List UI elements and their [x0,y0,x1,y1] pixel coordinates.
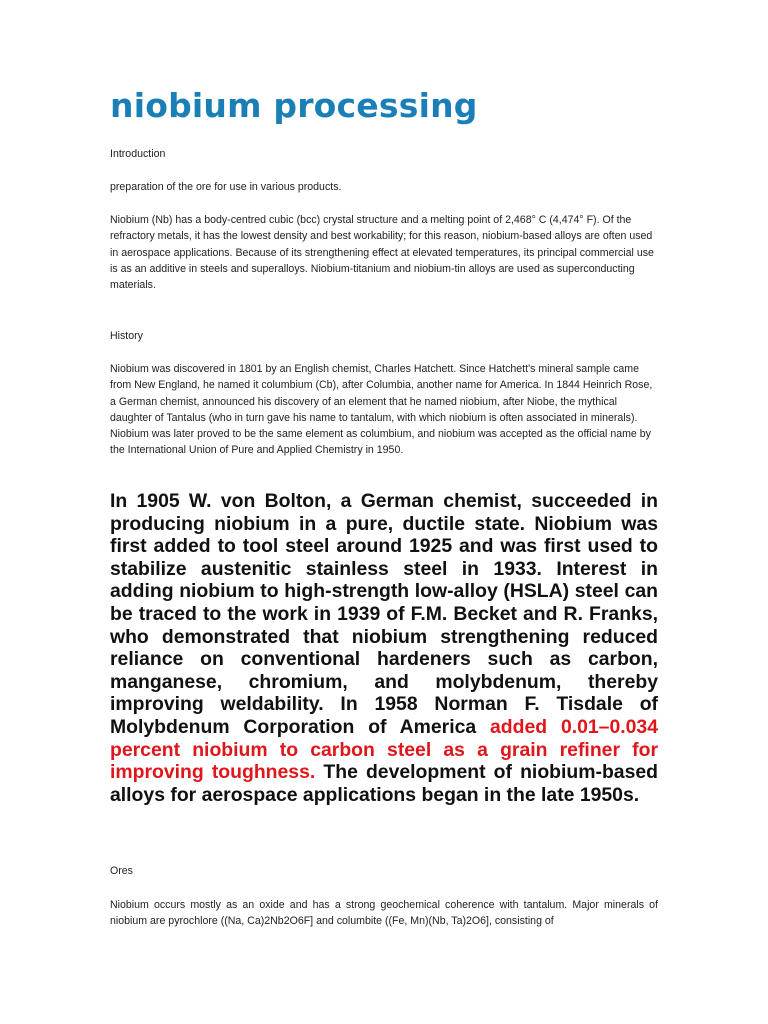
history-paragraph: Niobium was discovered in 1801 by an English chemist, Charles Hatchett. Since Hatchett's mineral sample came from New England, he named it columbium (Cb), after Columbia, another name for America. In 1844 Heinrich Rose, a German chemist, announced his discovery of an element that he named niobium, after Niobe, the mythical daughter of Tantalus (who in turn gave his name to tantalum, with which niobium is often associated in minerals). Niobium was later proved to be the same element as columbium, and niobium was accepted as the official name by the International Union of Pure and Applied Chemistry in 1950. [110,363,653,457]
intro-paragraph: Niobium (Nb) has a body-centred cubic (bcc) crystal structure and a melting point of 2,468° C (4,474° F). Of the refractory metals, it has the lowest density and best workability; for this reason, niobium-based alloys are often used in aerospace applications. Because of its strengthening effect at elevated temperatures, its principal commercial use is as an additive in steels and superalloys. Niobium-titanium and niobium-tin alloys are used as superconducting materials. [110,214,654,292]
bolton-paragraph-text: In 1905 W. von Bolton, a German chemist, succeeded in producing niobium in a pure, ductile state. Niobium was first added to tool steel around 1925 and was first used to stabilize austenitic stainless steel in 1933. Interest in adding niobium to high-strength low-alloy (HSLA) steel can be traced to the work in 1939 of F.M. Becket and R. Franks, who demonstrated that niobium strengthening reduced reliance on conventional hardeners such as carbon, manganese, chromium, and molybdenum, thereby improving weldability. In 1958 Norman F. Tisdale of Molybdenum Corporation of America [110,490,658,738]
bolton-paragraph [110,490,658,806]
ores-paragraph: Niobium occurs mostly as an oxide and has a strong geochemical coherence with tantalum. Major minerals of niobium are pyrochlore ((Na, Ca)2Nb2O6F] and columbite ((Fe, Mn)(Nb, Ta)2O6], consisting of [110,899,658,928]
highlighted-text: added 0.01–0.034 percent niobium to carbon steel as a grain refiner for improving toughness. [110,715,658,784]
page-title: niobium processing [110,86,478,125]
bolton-paragraph-tail: The development of niobium-based alloys for aerospace applications began in the late 1950s. [110,761,658,806]
intro-heading: Introduction [110,148,166,160]
ores-heading: Ores [110,865,133,877]
history-heading: History [110,330,143,342]
intro-line: preparation of the ore for use in various products. [110,181,342,193]
